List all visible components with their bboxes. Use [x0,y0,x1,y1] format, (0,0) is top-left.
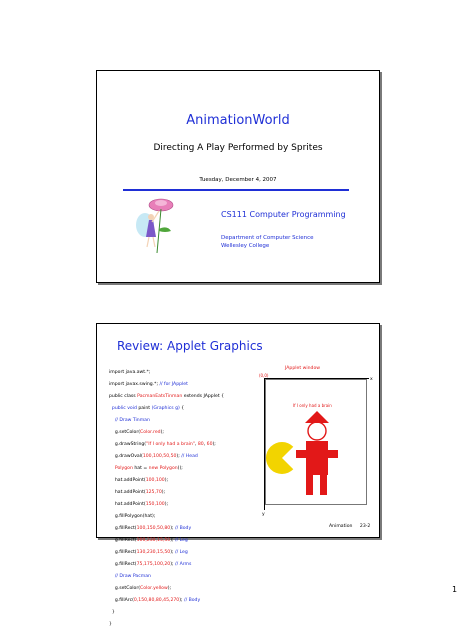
slide-date: Tuesday, December 4, 2007 [199,177,277,183]
code-line: g.drawOval(100,100,50,50); // Head [109,454,198,459]
origin-label: (0,0) [259,373,269,378]
divider-rule [123,189,349,191]
code-line: g.setColor(Color.yellow); [109,586,172,591]
code-line: g.drawString("If I only had a brain", 80, 60); [109,442,216,447]
code-line: hat.addPoint(125,70); [109,490,166,495]
code-line: // Draw Pacman [109,574,151,579]
code-line: g.fillRect(75,175,100,20); // Arms [109,562,192,567]
tinman-body [306,441,328,475]
code-line: g.fillRect(100,230,15,50); // Leg [109,538,188,543]
drawn-string: If I only had a brain [293,403,332,408]
tinman-hat [305,411,329,423]
department-info [221,234,314,250]
tinman-leg [306,475,313,495]
fairy-flower-illustration [133,195,181,257]
y-axis-label: y [262,512,265,517]
footer-topic: Animation [329,524,353,529]
fairy-leg [153,237,155,247]
code-line: hat.addPoint(100,100); [109,478,169,483]
code-line: g.fillPolygon(hat); [109,514,156,519]
page-number: 1 [452,585,458,594]
slide-subtitle: Directing A Play Performed by Sprites [153,143,323,153]
code-line: g.fillRect(130,230,15,50); // Leg [109,550,188,555]
tinman-head [308,422,326,440]
fairy-leg [147,237,149,247]
fairy-head [148,214,154,220]
applet-drawing [265,379,367,505]
tinman-leg [320,475,327,495]
slide-footer [323,524,370,529]
code-line: public class PacmanEatsTinman extends JApplet { [109,394,225,399]
department-name: Department of Computer Science [221,235,314,241]
code-line: g.fillRect(100,150,50,80); // Body [109,526,192,531]
slide-2 [96,323,380,627]
code-line: } [109,610,115,615]
footer-slide-number: 23-2 [359,524,371,529]
pacman [266,442,293,474]
x-axis-label: x [370,377,373,382]
code-line: import javax.swing.*; // for JApplet [109,382,188,387]
slide-title: AnimationWorld [186,113,290,128]
code-line: // Draw Tinman [109,418,150,423]
course-name: CS111 Computer Programming [221,210,346,219]
slide-1 [96,70,380,283]
college-name: Wellesley College [221,243,270,249]
slide-title: Review: Applet Graphics [117,339,263,353]
code-line: hat.addPoint(150,100); [109,502,169,507]
leaf [159,227,171,232]
code-line: Polygon hat = new Polygon(); [109,466,183,471]
flower-center [155,200,167,206]
applet-window-label: JApplet window [285,366,321,371]
code-line: public void paint (Graphics g) { [109,406,185,411]
code-line: g.setColor(Color.red); [109,430,164,435]
code-listing [109,364,224,640]
code-line: import java.awt.*; [109,370,151,375]
code-line: g.fillArc(0,150,80,80,45,270); // Body [109,598,201,603]
code-line: } [109,622,112,627]
